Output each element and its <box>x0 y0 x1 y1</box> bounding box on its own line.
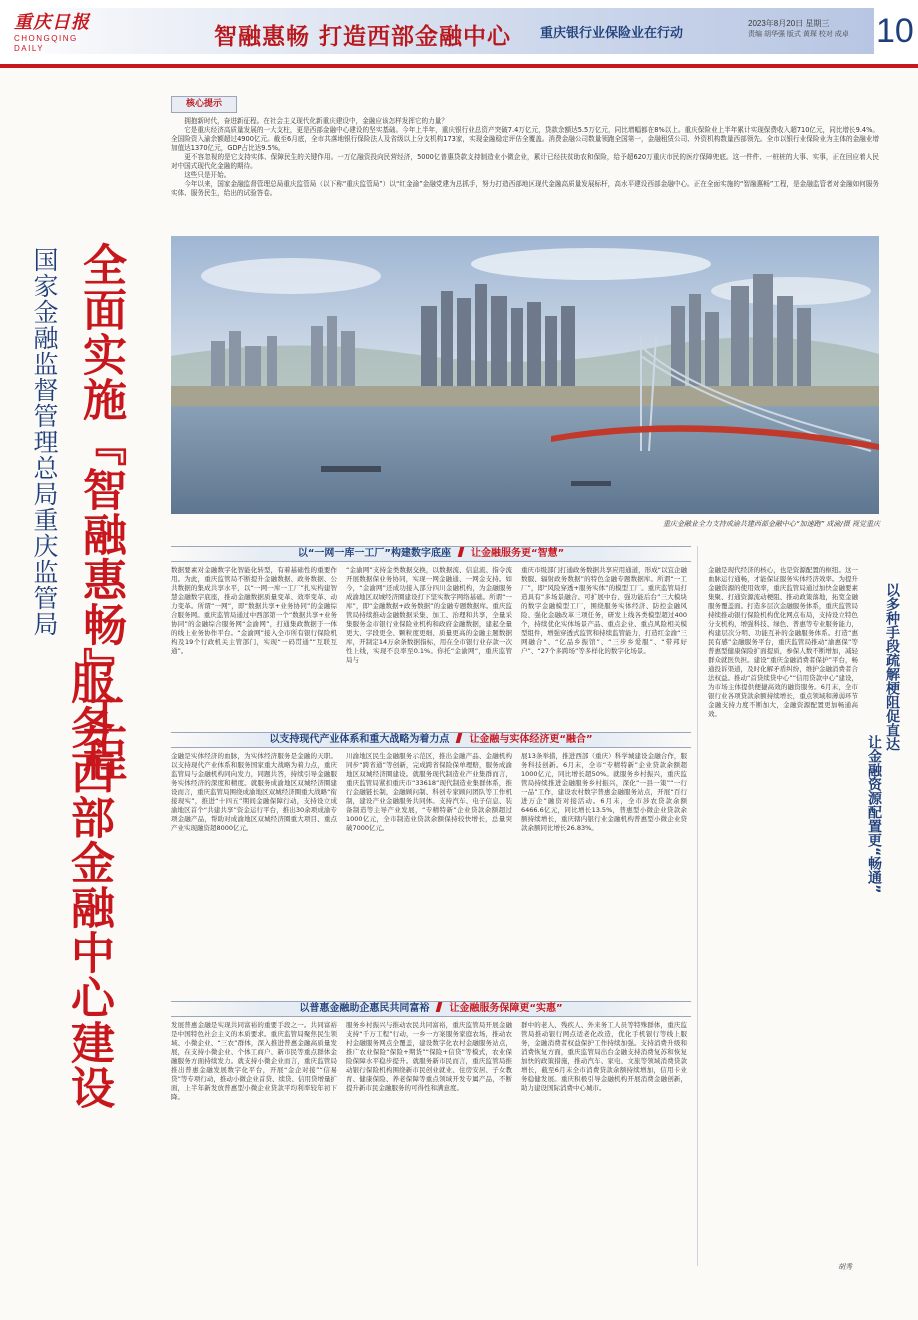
intro-paragraph: 更不容忽视的是它支持实体、保障民生的关键作用。一万亿融资投向民营经济，5000亿普惠贷款支持制造业小微企业，累计已经扶贫助农和保险，给予超620万重庆市民的医疗保障兜底。这一件件、一桩桩的大事、实事，正在回应着人民对中国式现代化金融的期待。 <box>171 153 879 170</box>
article-column: 服务乡村振兴与推动农民共同富裕，重庆监管局开展金融支持“千万工程”行动，一乡一方案服务家庭农场，推动农村金融服务网点全覆盖，建设数字化农村金融服务站点，推广农业保险“保险+期货”“保险+信贷”等模式，农业保险保障水平稳步提升。就服务新市民而言，重庆监管局推动银行保险机构围绕新市民创业就业、住房安居、子女教育、健康保险、养老保障等重点领域开发专属产品，不断提升新市民金融服务的可得性和满意度。 <box>346 1021 512 1092</box>
photo-caption: 重庆金融业全力支持成渝共建西部金融中心“加速跑” 成渝/摄 视觉重庆 <box>662 520 880 528</box>
headline-main-line2: 服务西部金融中心建设 <box>63 660 114 1110</box>
masthead <box>0 0 918 68</box>
title-separator <box>458 547 465 557</box>
article-column: 发展普惠金融是实现共同富裕的重要手段之一。共同富裕是中国特色社会主义的本质要求。重庆监管局聚焦民生领域、小微企业、“三农”群体，深入推进普惠金融高质量发展，在支持小微企业、个体工商户、新市民等重点群体金融服务方面持续发力。就支持小微企业而言，重庆监管局推出普惠金融发展数字化平台，开展“金企对接”“信易贷”等专项行动，推动小微企业首贷、续贷、信用贷增量扩面，上半年新发放普惠型小微企业贷款平均利率较年初下降。 <box>171 1021 337 1101</box>
article-column: “金渝网”支持金类数据交换，以数据流、信息流、指令流开展数据保业务协同，实现一网金融通、一网金支持。如今，“金渝网”还成功接入部分四川金融机构，为金融服务成渝地区双城经济圈建设打下坚实数字网络基础。所谓“一库”，即“金融数据+政务数据”的金融专题数据库。重庆监管局持续推动金融数据采集、加工、治理和共享，全量采集服务金市银行业保险业机构和政府金融数据，建起全量更大、字段更全、颗粒度更细、质量更高的金融主题数据库，开制定14万余条数据指标，用在全市银行业存款一次性上线，实现不良率至0.1%。你托“金渝网”，重庆监管局与 <box>346 566 512 664</box>
intro-paragraph: 拥抱新时代，奋进新征程。在社会主义现代化新重庆建设中，金融应该怎样发挥它的力量？ <box>184 117 448 125</box>
section-title: 以支持现代产业体系和重大战略为着力点 <box>269 734 450 745</box>
title-separator <box>436 1002 443 1012</box>
section-title: 以“一网一库一工厂”构建数字底座 <box>297 548 451 559</box>
side-headline-line1: 以多种手段疏解梗阻促直达 <box>884 583 900 751</box>
headline-source: 国家金融监督管理总局重庆监管局 <box>30 247 59 637</box>
editor-credits: 责编 胡华强 版式 黄琛 校对 成卓 <box>748 31 849 38</box>
section-header-industry <box>171 732 691 748</box>
cityscape-illustration <box>171 236 879 514</box>
section-header-inclusive <box>171 1001 691 1017</box>
article-column: 展13条举措，推进西部（重庆）科学城建设金融合作，服务科技创新。6月末，全市“专精特新”企业贷款余额超1000亿元，同比增长超50%。就服务乡村振兴，重庆监管局持续推进金融服务乡村振兴，深化“一县一策”“一行一品”工作，建设农村数字普惠金融服务站点，开展“百行进万企”融资对接活动。6月末，全市涉农贷款余额6466.6亿元，同比增长13.5%，普惠型小微企业贷款余额持续增长，重庆辖内银行业金融机构普惠型小微企业贷款余额同比增长26.83%。 <box>521 752 687 832</box>
author-byline: 胡秀 <box>838 1263 852 1271</box>
side-headline-line2: 让金融资源配置更“畅通” <box>866 735 882 894</box>
intro-paragraph: 它是重庆经济高质量发展的一大支柱，更是西部金融中心建设的坚实基础。今年上半年，重庆银行业总资产突破7.4万亿元，贷款余额达5.5万亿元，同比增幅都在8%以上。重庆保险业上半年累计实现保费收入超710亿元，同比增长9.4%。全国险资入渝余额超过4900亿元。截至6月底，全市共落地银行保险法人及省级以上分支机构173家，实现金融稳定评估全覆盖。消费金融公司数量领跑全国第一，金融租赁公司、外资机构数量西部领先。全市以银行业保险业为主体的金融业增加值达1370亿元，GDP占比达9.5%。 <box>171 126 880 152</box>
article-column: 川渝地区民生金融服务示范区，推出金融产品、金融机构同步“跨省通”等创新，完成跨省保险保单理赔，服务成渝地区双城经济圈建设。就服务现代制造业产业集群而言，重庆监管局紧扣重庆市“33618”现代制造业集群体系，推行金融链长制，金融顾问制、科创专家顾问团队等工作机制，建设产业金融服务共同体。支持汽车、电子信息、装备制造等主导产业发展，“专精特新”企业贷款余额超过1000亿元，全市制造业贷款余额保持较快增长，总量突破7000亿元。 <box>346 752 512 832</box>
intro-paragraph: 今年以来，国家金融监督管理总局重庆监管局（以下称“重庆监管局”）以“红金渝”金融党建为总抓手，努力打造西部地区现代金融高质量发展标杆，高水平建设西部金融中心。正在全面实施的“智融惠畅”工程，是金融监管者对金融如何服务实体、服务民生，给出的试验答卷。 <box>171 180 879 197</box>
article-column: 数据要素对金融数字化智能化转型，有着基础性的重要作用。为此，重庆监管局不断提升金融数据、政务数据、公共数据的集成共享水平，以“一网一库一工厂”扎实构建智慧金融数字底座，推动金融数据质量变革、效率变革、动力变革。所谓“一网”，即“数据共享+业务协同”的金融综合服务网。重庆监管局通过中西部第一个“数据共享+业务协同”的金融综合服务网“金渝网”，打通集政数据于一体的线上业务协作平台。“金渝网”接入全市所有银行保险机构及19个行政机关主管部门，实现“一码贯通”“互联互通”。 <box>171 566 337 655</box>
cityscape-photo <box>171 236 879 514</box>
issue-date: 2023年8月20日 星期三 <box>748 19 830 28</box>
intro-text <box>171 117 879 198</box>
headline-main-line1: 全面实施『智融惠畅』工程 <box>75 242 126 782</box>
page-theme-title: 智融惠畅 打造西部金融中心 <box>214 24 512 50</box>
newspaper-logo <box>14 12 102 52</box>
article-column: 金融是实体经济的血脉，为实体经济服务是金融的天职。以支持现代产业体系和服务国家重大战略为着力点，重庆监管局与金融机构同向发力，同题共答，持续引导金融服务实体经济的深度和精度。就服务成渝地区双城经济圈建设而言，重庆监管局围绕成渝地区双城经济圈重大战略“衔接现实”，推进“十四五”期间金融保障行动，支持设立成渝地区首个“共建共享”资金运行平台，推出30余项成渝专项金融产品，帮助对成渝地区双城经济圈重大项目、重点产业实现融资超8000亿元。 <box>171 752 337 832</box>
right-article-column: 金融是现代经济的核心，也是资源配置的枢纽。这一血脉运行通畅，才能保证服务实体经济效率。为提升金融资源的使用效率，重庆监管局通过加快金融要素集聚、打通资源流动梗阻、推动政策落地，拓宽金融服务覆盖面。打造多层次金融服务体系，重庆监管局持续推动银行保险机构优化网点布局，支持设立特色分支机构，增强科技、绿色、普惠等专业服务能力，构建层次分明、功能互补的金融服务体系。打造“惠民有感”金融服务平台，重庆监管局推动“渝惠保”等普惠型健康保险扩面提质，参保人数不断增加，减轻群众就医负担。建设“重庆金融消费者保护”平台，畅通投诉渠道，及时化解矛盾纠纷，维护金融消费者合法权益。推动“首贷续贷中心”“信用贷款中心”建设，为市场主体提供便捷高效的融资服务。6月末，全市银行业各项贷款余额持续增长，重点领域和薄弱环节金融支持力度不断加大，金融资源配置更加畅通高效。 <box>708 566 858 718</box>
section-header-digital <box>171 546 691 562</box>
section-subtitle: 让金融与实体经济更“融合” <box>469 734 593 745</box>
logo-english: CHONGQING DAILY <box>14 34 78 53</box>
article-column: 重庆市级部门打通政务数据共享应用通道，形成“以宜企融数服、辐射政务数据”的特色金融专题数据库。所谓“一工厂”，即“风险穿透+服务实体”的模型工厂。重庆监管局打造具有“多场景融合、可扩展中台、强功能后台”三大模块的数字金融模型工厂，围绕服务实体经济、防控金融风险、强化金融改革三项任务，研发上线各类模型超过400个，持续优化实体场景产品、重点企业、重点风险相关模型组件，增强穿透式监管和持续监管能力，打造红金渝“三网融合”、“亿品乡振馆”、“三步乡爱服”、“带邦好户”、“27个多跨场”等多样化的数字化场景。 <box>521 566 687 655</box>
page-number: 10 <box>876 12 914 50</box>
intro-paragraph: 这些只是开始。 <box>184 171 231 179</box>
section-subtitle: 让金融服务更“智慧” <box>471 548 565 559</box>
article-column: 群中的老人、残疾人、外来务工人员等特殊群体，重庆监管局推动银行网点适老化改造，优化手机银行等线上服务，金融消费者权益保护工作持续加强。支持消费升级和消费恢复方面，重庆监管局出台金融支持消费复苏和恢复加快的政策措施，推动汽车、家电、文旅等领域消费贷款增长，截至6月末全市消费贷款余额持续增加，信用卡业务稳健发展。重庆积极引导金融机构开展消费金融创新，助力建设国际消费中心城市。 <box>521 1021 687 1092</box>
core-tip-label: 核心提示 <box>171 96 237 113</box>
section-subtitle: 让金融服务保障更“实惠” <box>449 1003 563 1014</box>
page-theme-subtitle: 重庆银行业保险业在行动 <box>540 26 684 41</box>
column-divider <box>697 546 698 1266</box>
title-separator <box>456 733 463 743</box>
issue-info <box>748 18 849 40</box>
section-title: 以普惠金融助企惠民共同富裕 <box>299 1003 430 1014</box>
logo-chinese: 重庆日报 <box>14 12 90 33</box>
